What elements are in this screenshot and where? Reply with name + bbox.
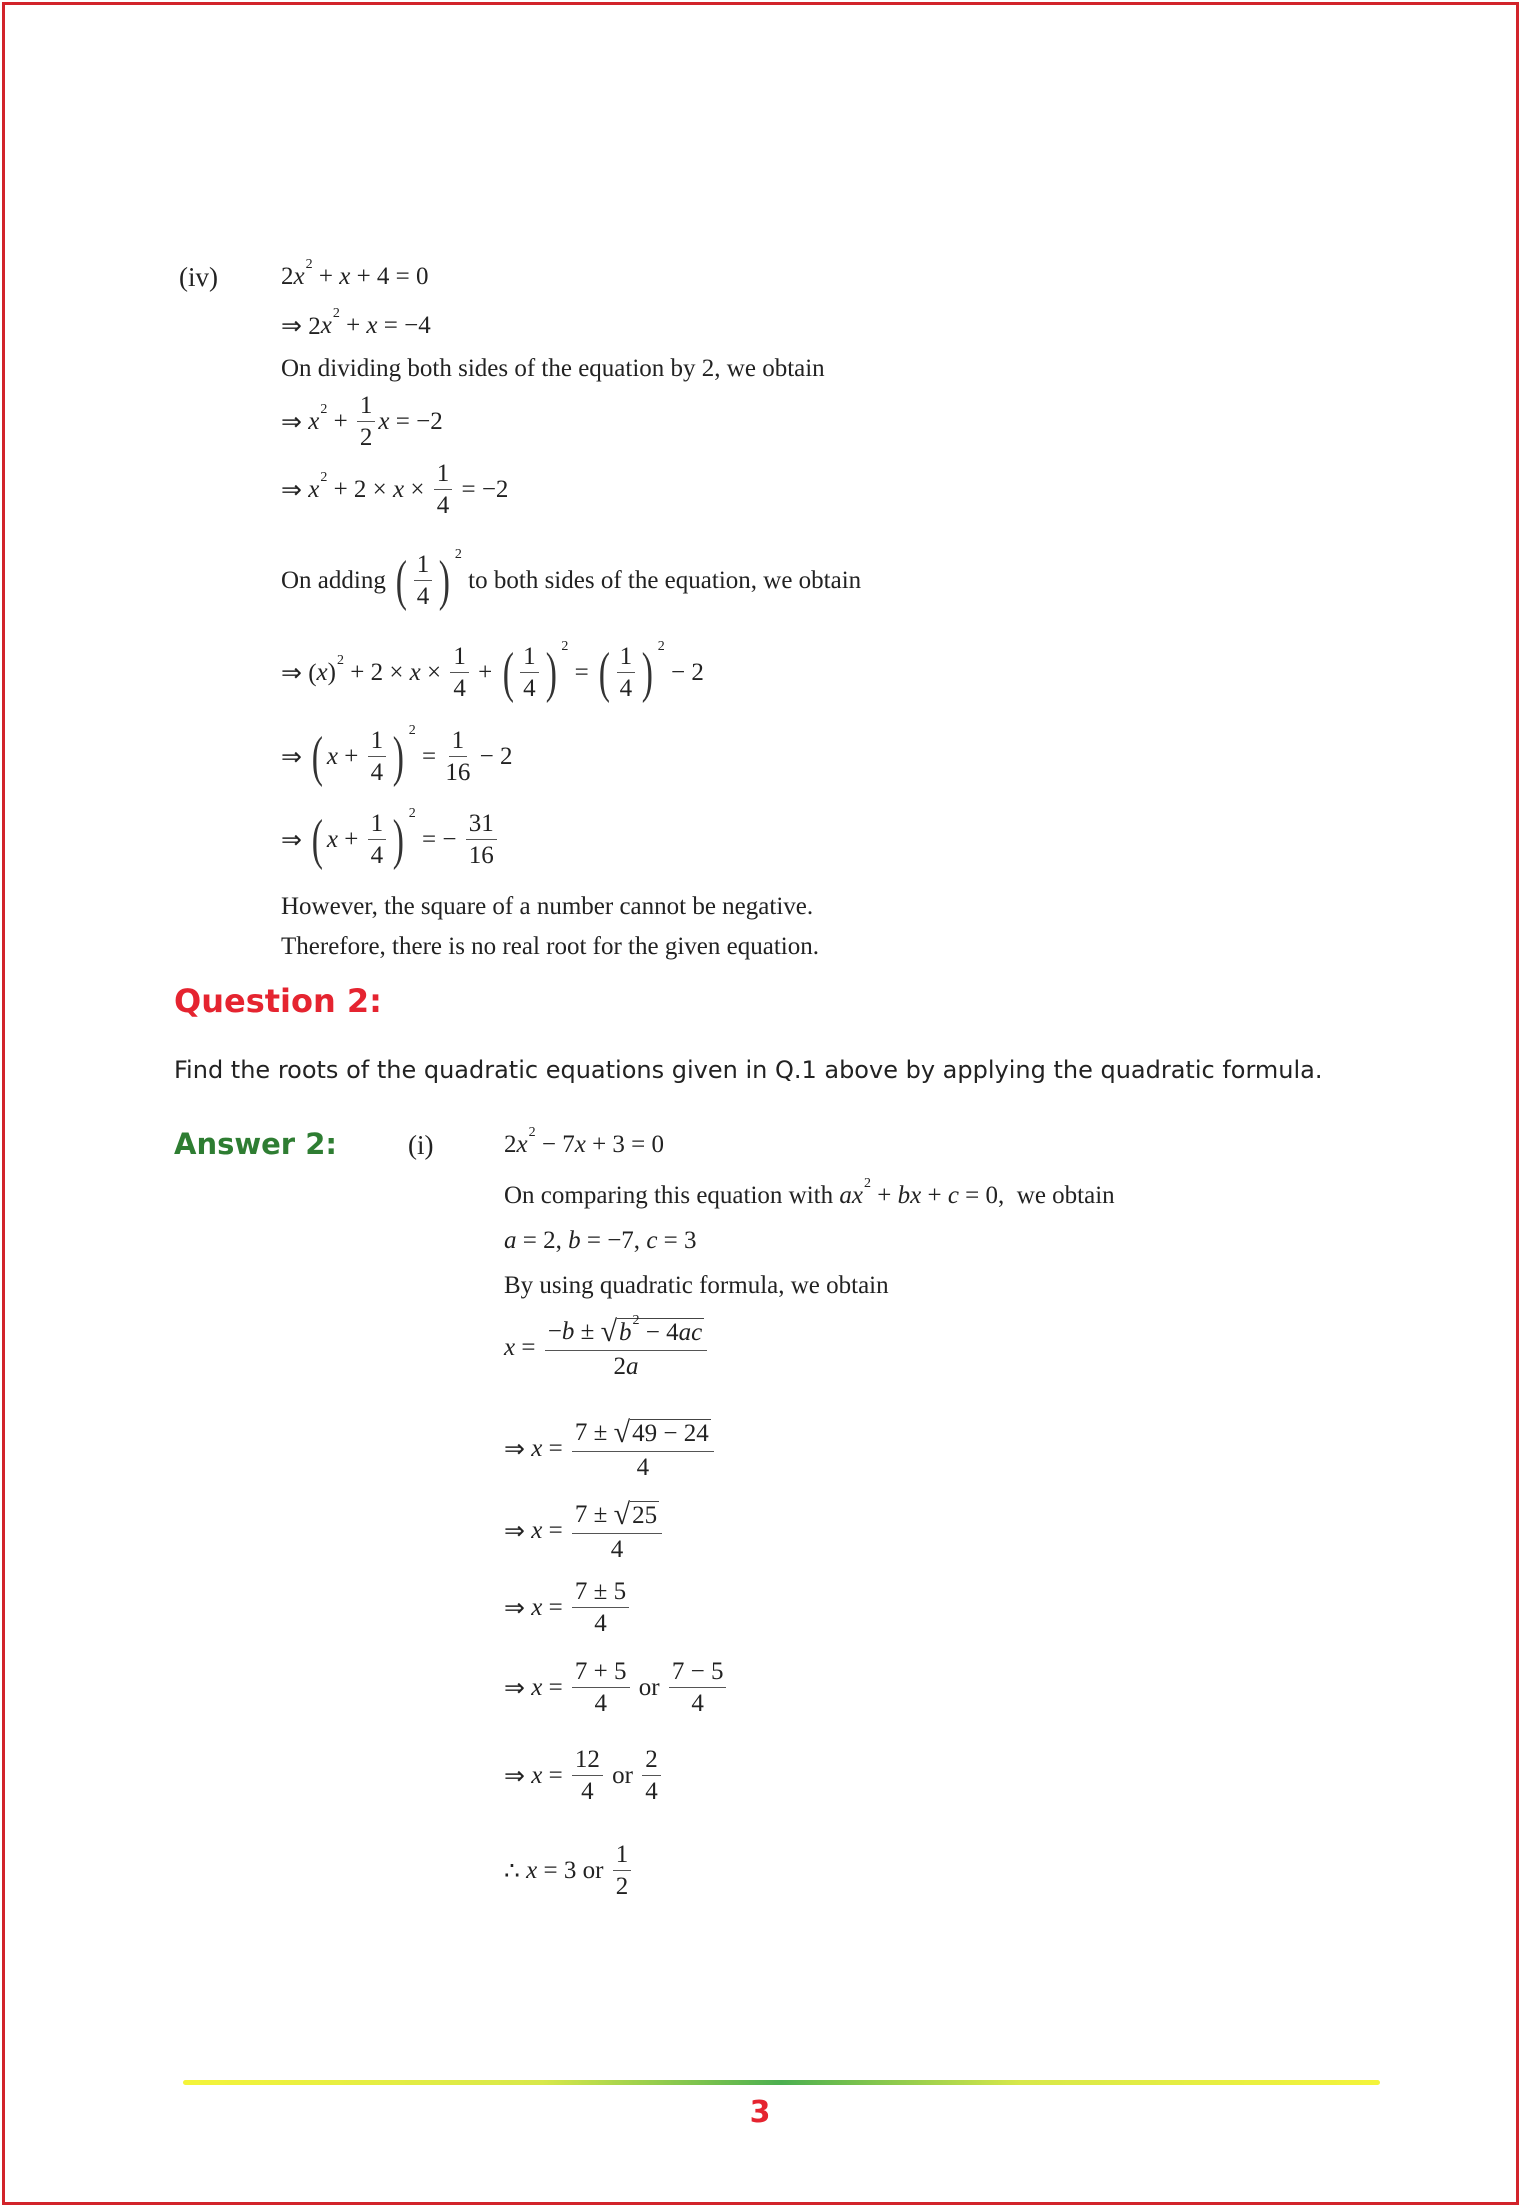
math-exponent: 2: [561, 639, 569, 654]
math-exponent: 2: [454, 547, 462, 562]
math-fraction: [642, 1746, 661, 1806]
fraction-denominator: [581, 1776, 594, 1806]
fraction-denominator: [417, 581, 430, 611]
math-variable: x: [320, 312, 332, 339]
math-variable: bx: [897, 1182, 922, 1209]
math-text: 2: [613, 1353, 626, 1380]
math-text: On adding: [281, 567, 393, 594]
math-text: ⇒: [504, 1675, 532, 1702]
math-fraction: [357, 392, 376, 452]
math-parenthesized-group: [595, 639, 665, 704]
part-label-iv: (iv): [179, 262, 218, 292]
math-fraction: [572, 1416, 714, 1482]
math-fraction: [445, 727, 470, 787]
math-text: +: [327, 408, 354, 435]
math-text: By using quadratic formula, we obtain: [504, 1272, 889, 1299]
math-text: 16: [468, 842, 494, 869]
math-text: + 2 ×: [327, 476, 394, 503]
math-text: 4: [416, 583, 430, 610]
fraction-numerator: [613, 1841, 632, 1871]
math-fraction: [450, 643, 469, 703]
math-text: ⇒: [504, 1436, 532, 1463]
math-text: ): [327, 659, 336, 686]
fraction-denominator: [637, 1452, 650, 1482]
fraction-denominator: [371, 840, 384, 870]
math-text: 4: [370, 759, 384, 786]
left-paren: (: [311, 726, 324, 788]
solution-line: [281, 639, 704, 704]
math-fraction: [572, 1658, 630, 1718]
math-text: 4: [691, 1690, 704, 1717]
fraction-numerator: [669, 1658, 727, 1688]
math-text: = −7,: [580, 1227, 647, 1254]
math-text: 4: [619, 675, 633, 702]
math-text: 1: [416, 551, 430, 578]
math-fraction: [368, 810, 387, 870]
math-text: or: [632, 1674, 666, 1701]
math-text: 4: [594, 1610, 607, 1637]
math-text: 4: [594, 1690, 607, 1717]
math-fraction: [545, 1312, 708, 1381]
math-exponent: 2: [632, 1312, 640, 1328]
math-parenthesized-group: [308, 723, 416, 788]
math-fraction: [572, 1498, 662, 1564]
math-text: 2: [615, 1873, 629, 1900]
math-fraction: [617, 643, 636, 703]
math-text: 4: [436, 492, 450, 519]
page-border: [2, 2, 1519, 2205]
fraction-numerator: [520, 643, 539, 673]
solution-line: [504, 1312, 710, 1380]
math-text: 1: [451, 727, 465, 754]
fraction-denominator: [613, 1351, 638, 1381]
radical-sign: √: [613, 1416, 631, 1449]
math-text: 1: [453, 643, 466, 670]
fraction-numerator: [545, 1312, 708, 1351]
math-text: − 4: [639, 1318, 679, 1346]
radicand: [630, 1501, 659, 1530]
math-variable: x: [531, 1594, 543, 1621]
math-text: = −2: [389, 408, 443, 435]
math-text: = 2,: [516, 1227, 569, 1254]
fraction-numerator: [434, 460, 453, 490]
math-text: ⇒ 2: [281, 313, 321, 340]
math-text: 4: [610, 1536, 624, 1563]
group-content: [411, 551, 436, 611]
fraction-numerator: [572, 1416, 714, 1452]
math-parenthesized-group: [499, 639, 569, 704]
right-paren: ): [438, 550, 451, 612]
fraction-numerator: [450, 643, 469, 673]
question-text: Find the roots of the quadratic equations given in Q.1 above by applying the quadratic formula.: [174, 1056, 1323, 1084]
math-variable: x: [531, 1435, 543, 1462]
math-text: +: [337, 743, 365, 770]
math-text: ⇒ (: [281, 660, 317, 687]
math-text: On dividing both sides of the equation by 2, we obtain: [281, 355, 825, 382]
math-exponent: 2: [528, 1125, 536, 1140]
math-text: +: [921, 1182, 948, 1209]
fraction-numerator: [572, 1498, 662, 1534]
math-text: 7 ±: [574, 1419, 614, 1446]
math-variable: a: [625, 1353, 639, 1380]
page-number: 3: [749, 2095, 771, 2130]
math-text: = −: [415, 826, 463, 853]
math-fraction: [414, 551, 433, 611]
math-text: 2: [504, 1131, 517, 1158]
solution-line: [281, 339, 825, 399]
fraction-numerator: [357, 392, 376, 422]
right-paren: ): [641, 642, 654, 704]
math-square-root: [614, 1416, 711, 1450]
math-exponent: 2: [332, 306, 340, 321]
solution-line: [504, 1841, 634, 1901]
solution-line: [281, 547, 862, 612]
group-content: [327, 727, 389, 787]
math-text: 4: [453, 675, 466, 702]
fraction-denominator: [594, 1608, 607, 1638]
math-text: =: [568, 659, 595, 686]
left-paren: (: [502, 642, 514, 704]
math-text: ⇒: [504, 1595, 532, 1622]
math-text: 1: [619, 643, 633, 670]
math-parenthesized-group: [308, 806, 416, 871]
fraction-numerator: [572, 1658, 630, 1688]
math-text: +: [870, 1182, 898, 1209]
math-exponent: 2: [657, 639, 665, 654]
math-text: =: [542, 1517, 569, 1544]
math-text: Therefore, there is no real root for the given equation.: [281, 933, 819, 960]
fraction-numerator: [572, 1746, 603, 1776]
math-variable: c: [947, 1182, 959, 1209]
fraction-denominator: [523, 673, 536, 703]
math-text: = 3 or: [537, 1857, 610, 1884]
math-variable: ax: [839, 1182, 863, 1209]
math-variable: x: [293, 263, 305, 290]
fraction-denominator: [594, 1688, 607, 1718]
fraction-denominator: [611, 1534, 624, 1564]
math-text: = −4: [377, 312, 431, 339]
math-variable: x: [409, 659, 421, 686]
solution-line: [281, 723, 513, 788]
math-text: ×: [404, 476, 431, 503]
math-variable: a: [504, 1227, 517, 1254]
fraction-denominator: [469, 840, 494, 870]
math-text: = 3: [657, 1227, 697, 1254]
math-text: However, the square of a number cannot be negative.: [281, 893, 814, 920]
fraction-numerator: [572, 1578, 629, 1608]
math-text: 25: [632, 1501, 658, 1529]
math-variable: x: [308, 408, 320, 435]
math-text: ⇒: [504, 1518, 532, 1545]
math-text: −: [547, 1318, 562, 1345]
solution-line: [281, 917, 819, 977]
math-text: 7 ±: [574, 1501, 614, 1528]
math-variable: x: [326, 743, 338, 770]
math-variable: x: [339, 263, 351, 290]
math-text: 7 − 5: [671, 1658, 724, 1685]
math-text: 31: [468, 810, 494, 837]
math-exponent: 2: [320, 470, 328, 485]
footer-divider: [183, 2080, 1380, 2085]
fraction-denominator: [360, 422, 373, 452]
solution-line: [504, 1658, 729, 1718]
right-paren: ): [545, 642, 557, 704]
solution-line: [504, 1256, 889, 1316]
math-text: 2: [281, 263, 294, 290]
fraction-numerator: [466, 810, 497, 840]
fraction-denominator: [437, 490, 450, 520]
math-variable: x: [574, 1131, 586, 1158]
math-text: 4: [581, 1778, 594, 1805]
math-variable: x: [531, 1762, 543, 1789]
math-variable: b: [619, 1318, 632, 1346]
answer-title: Answer 2:: [174, 1127, 337, 1161]
question-title: Question 2:: [174, 982, 382, 1020]
math-text: − 2: [664, 659, 704, 686]
math-text: =: [542, 1762, 569, 1789]
math-variable: x: [393, 476, 405, 503]
math-text: ⇒: [504, 1763, 532, 1790]
fraction-denominator: [645, 1776, 658, 1806]
math-exponent: 2: [408, 806, 416, 821]
math-exponent: 2: [863, 1176, 871, 1191]
math-variable: x: [366, 312, 378, 339]
fraction-denominator: [453, 673, 466, 703]
math-text: +: [339, 312, 367, 339]
math-fraction: [669, 1658, 727, 1718]
group-content: [517, 643, 542, 703]
math-text: =: [542, 1674, 569, 1701]
math-text: 1: [359, 392, 373, 419]
math-text: =: [515, 1334, 542, 1361]
part-label-i: (i): [408, 1130, 434, 1160]
math-text: +: [471, 659, 499, 686]
math-text: = 0, we obtain: [958, 1182, 1115, 1209]
math-square-root: [614, 1498, 659, 1532]
math-text: +: [312, 263, 340, 290]
radical-sign: √: [613, 1498, 631, 1531]
fraction-numerator: [368, 810, 387, 840]
math-variable: x: [531, 1674, 543, 1701]
math-variable: b: [568, 1227, 581, 1254]
math-text: ⇒: [281, 744, 309, 771]
right-paren: ): [392, 809, 405, 871]
math-text: 4: [523, 675, 536, 702]
math-fraction: [368, 727, 387, 787]
fraction-numerator: [617, 643, 636, 673]
math-text: ⇒: [281, 827, 309, 854]
math-text: + 2 ×: [343, 659, 410, 686]
math-text: ×: [420, 659, 448, 686]
math-fraction: [520, 643, 539, 703]
math-exponent: 2: [305, 257, 313, 272]
math-text: 4: [636, 1454, 650, 1481]
fraction-denominator: [616, 1871, 629, 1901]
fraction-denominator: [620, 673, 633, 703]
fraction-numerator: [642, 1746, 661, 1776]
math-text: 7 + 5: [574, 1658, 627, 1685]
math-variable: x: [308, 476, 320, 503]
math-fraction: [434, 460, 453, 520]
radicand: [617, 1312, 704, 1347]
math-text: On comparing this equation with: [504, 1182, 840, 1209]
math-text: + 4 = 0: [350, 263, 429, 290]
solution-line: [504, 1498, 665, 1563]
math-text: 7 ± 5: [574, 1578, 627, 1605]
math-text: 2: [645, 1746, 658, 1773]
math-square-root: [600, 1312, 705, 1349]
math-text: − 2: [473, 743, 513, 770]
math-variable: ac: [678, 1318, 703, 1346]
radicand: [630, 1419, 711, 1448]
math-fraction: [572, 1746, 603, 1806]
math-variable: x: [504, 1334, 516, 1361]
math-text: =: [415, 743, 443, 770]
math-text: 4: [370, 842, 384, 869]
math-exponent: 2: [336, 653, 344, 668]
math-fraction: [572, 1578, 629, 1638]
radical-sign: √: [600, 1315, 618, 1348]
math-exponent: 2: [408, 723, 416, 738]
fraction-numerator: [414, 551, 433, 581]
math-variable: x: [516, 1131, 528, 1158]
math-variable: x: [326, 826, 338, 853]
fraction-denominator: [691, 1688, 704, 1718]
group-content: [327, 810, 389, 870]
math-exponent: 2: [320, 402, 328, 417]
math-variable: x: [526, 1857, 538, 1884]
solution-line: [504, 1578, 632, 1638]
math-fraction: [613, 1841, 632, 1901]
math-text: =: [542, 1435, 569, 1462]
math-text: +: [337, 826, 365, 853]
math-text: 1: [370, 810, 384, 837]
fraction-numerator: [449, 727, 468, 757]
math-variable: b: [561, 1318, 575, 1345]
fraction-denominator: [445, 757, 470, 787]
math-variable: c: [646, 1227, 658, 1254]
group-content: [614, 643, 639, 703]
fraction-denominator: [371, 757, 384, 787]
math-text: ±: [574, 1318, 601, 1345]
math-text: − 7: [535, 1131, 575, 1158]
math-text: 1: [370, 727, 384, 754]
math-text: to both sides of the equation, we obtain: [461, 567, 862, 594]
solution-line: [281, 392, 443, 452]
fraction-numerator: [368, 727, 387, 757]
math-text: 49 − 24: [632, 1419, 709, 1447]
math-text: 1: [615, 1841, 629, 1868]
math-text: ⇒: [281, 477, 309, 504]
math-parenthesized-group: [392, 547, 462, 612]
math-text: ⇒: [281, 409, 309, 436]
left-paren: (: [395, 550, 408, 612]
left-paren: (: [598, 642, 610, 704]
math-fraction: [466, 810, 497, 870]
math-text: 4: [645, 1778, 658, 1805]
math-variable: x: [316, 659, 328, 686]
math-text: 16: [445, 759, 471, 786]
solution-line: [504, 1746, 664, 1806]
math-text: =: [542, 1594, 569, 1621]
left-paren: (: [311, 809, 324, 871]
math-text: or: [605, 1762, 640, 1789]
solution-line: [504, 1416, 717, 1481]
math-text: + 3 = 0: [585, 1131, 665, 1158]
solution-line: [281, 806, 500, 871]
math-text: ∴: [504, 1858, 527, 1885]
solution-line: [281, 460, 508, 520]
math-variable: x: [378, 408, 390, 435]
math-text: 2: [359, 424, 373, 451]
math-variable: x: [531, 1517, 543, 1544]
right-paren: ): [392, 726, 405, 788]
math-text: 1: [436, 460, 450, 487]
math-text: 12: [574, 1746, 600, 1773]
math-text: = −2: [455, 476, 509, 503]
math-text: 1: [523, 643, 536, 670]
